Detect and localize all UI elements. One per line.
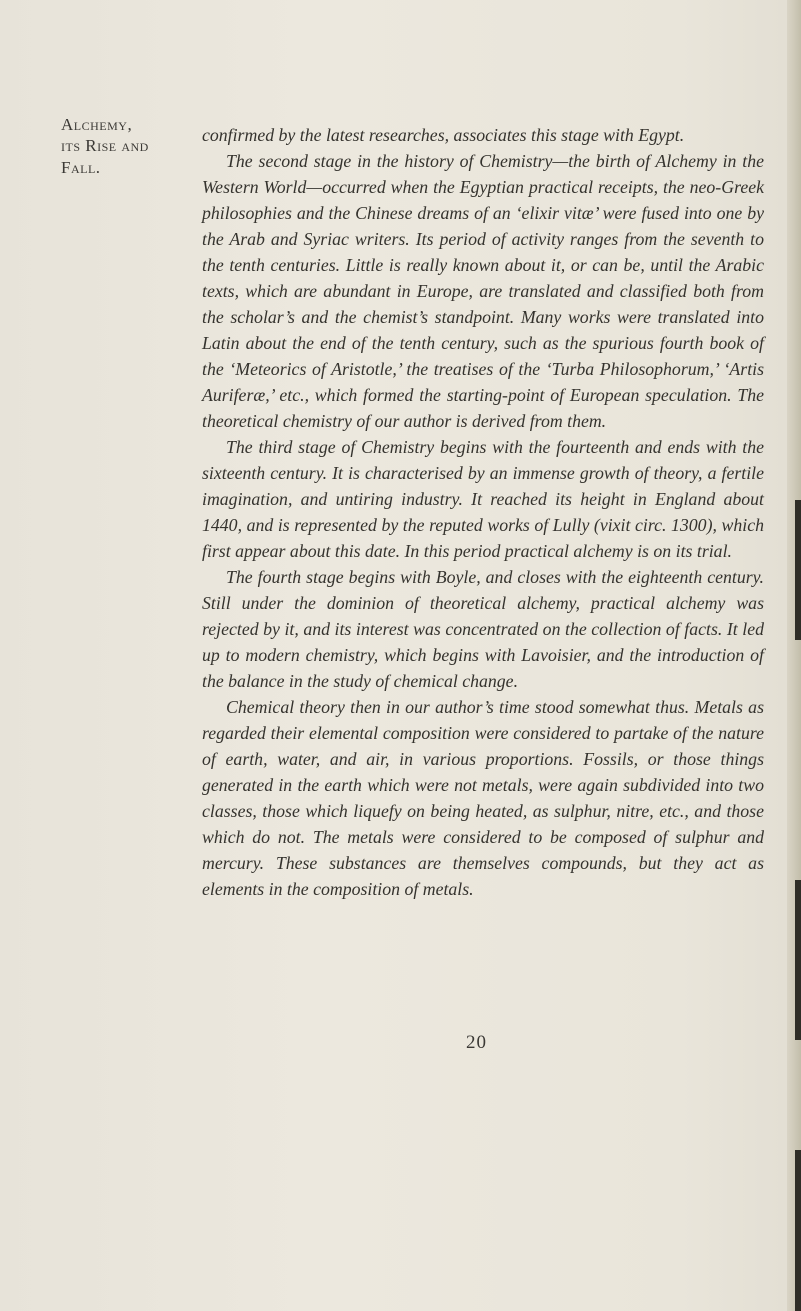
margin-heading-line: its Rise and [61, 136, 149, 155]
paragraph: The third stage of Chemistry begins with the fourteenth and ends with the sixteenth century. It is characterised by an immense growth of theory, a fertile imagination, and untiring industry. It reached its height in England about 1440, and is represented by the reputed works of Lully (vixit circ. 1300), which first appear about this date. In this period practical alchemy is on its trial. [202, 437, 764, 561]
body-text [202, 122, 764, 902]
scan-edge-mark [795, 1150, 801, 1311]
paragraph: The fourth stage begins with Boyle, and closes with the eighteenth century. Still under the dominion of theoretical alchemy, practical alchemy was rejected by it, and its interest was concentrated on the collection of facts. It led up to modern chemistry, which begins with Lavoisier, and the introduction of the balance in the study of chemical change. [202, 567, 764, 691]
margin-heading-line: Fall. [61, 158, 101, 177]
margin-heading-line: Alchemy, [61, 115, 133, 134]
page-number: 20 [466, 1032, 487, 1053]
page-edge-shadow [787, 0, 801, 1311]
margin-heading [61, 114, 149, 178]
paragraph: confirmed by the latest researches, associates this stage with Egypt. [202, 125, 685, 145]
scan-edge-mark [795, 880, 801, 1040]
paragraph: Chemical theory then in our author’s time stood somewhat thus. Metals as regarded their elemental composition were considered to partake of the nature of earth, water, and air, in various proportions. Fossils, or those things generated in the earth which were not metals, were again subdivided into two classes, those which liquefy on being heated, as sulphur, nitre, etc., and those which do not. The metals were considered to be composed of sulphur and mercury. These substances are themselves compounds, but they act as elements in the composition of metals. [202, 697, 764, 899]
scan-edge-mark [795, 500, 801, 640]
paragraph: The second stage in the history of Chemistry—the birth of Alchemy in the Western World—occurred when the Egyptian practical receipts, the neo-Greek philosophies and the Chinese dreams of an ‘elixir vitæ’ were fused into one by the Arab and Syriac writers. Its period of activity ranges from the seventh to the tenth centuries. Little is really known about it, or can be, until the Arabic texts, which are abundant in Europe, are translated and classified both from the scholar’s and the chemist’s standpoint. Many works were translated into Latin about the end of the tenth century, such as the spurious fourth book of the ‘Meteorics of Aristotle,’ the treatises of the ‘Turba Philosophorum,’ ‘Artis Auriferæ,’ etc., which formed the starting-point of European speculation. The theoretical chemistry of our author is derived from them. [202, 151, 764, 431]
